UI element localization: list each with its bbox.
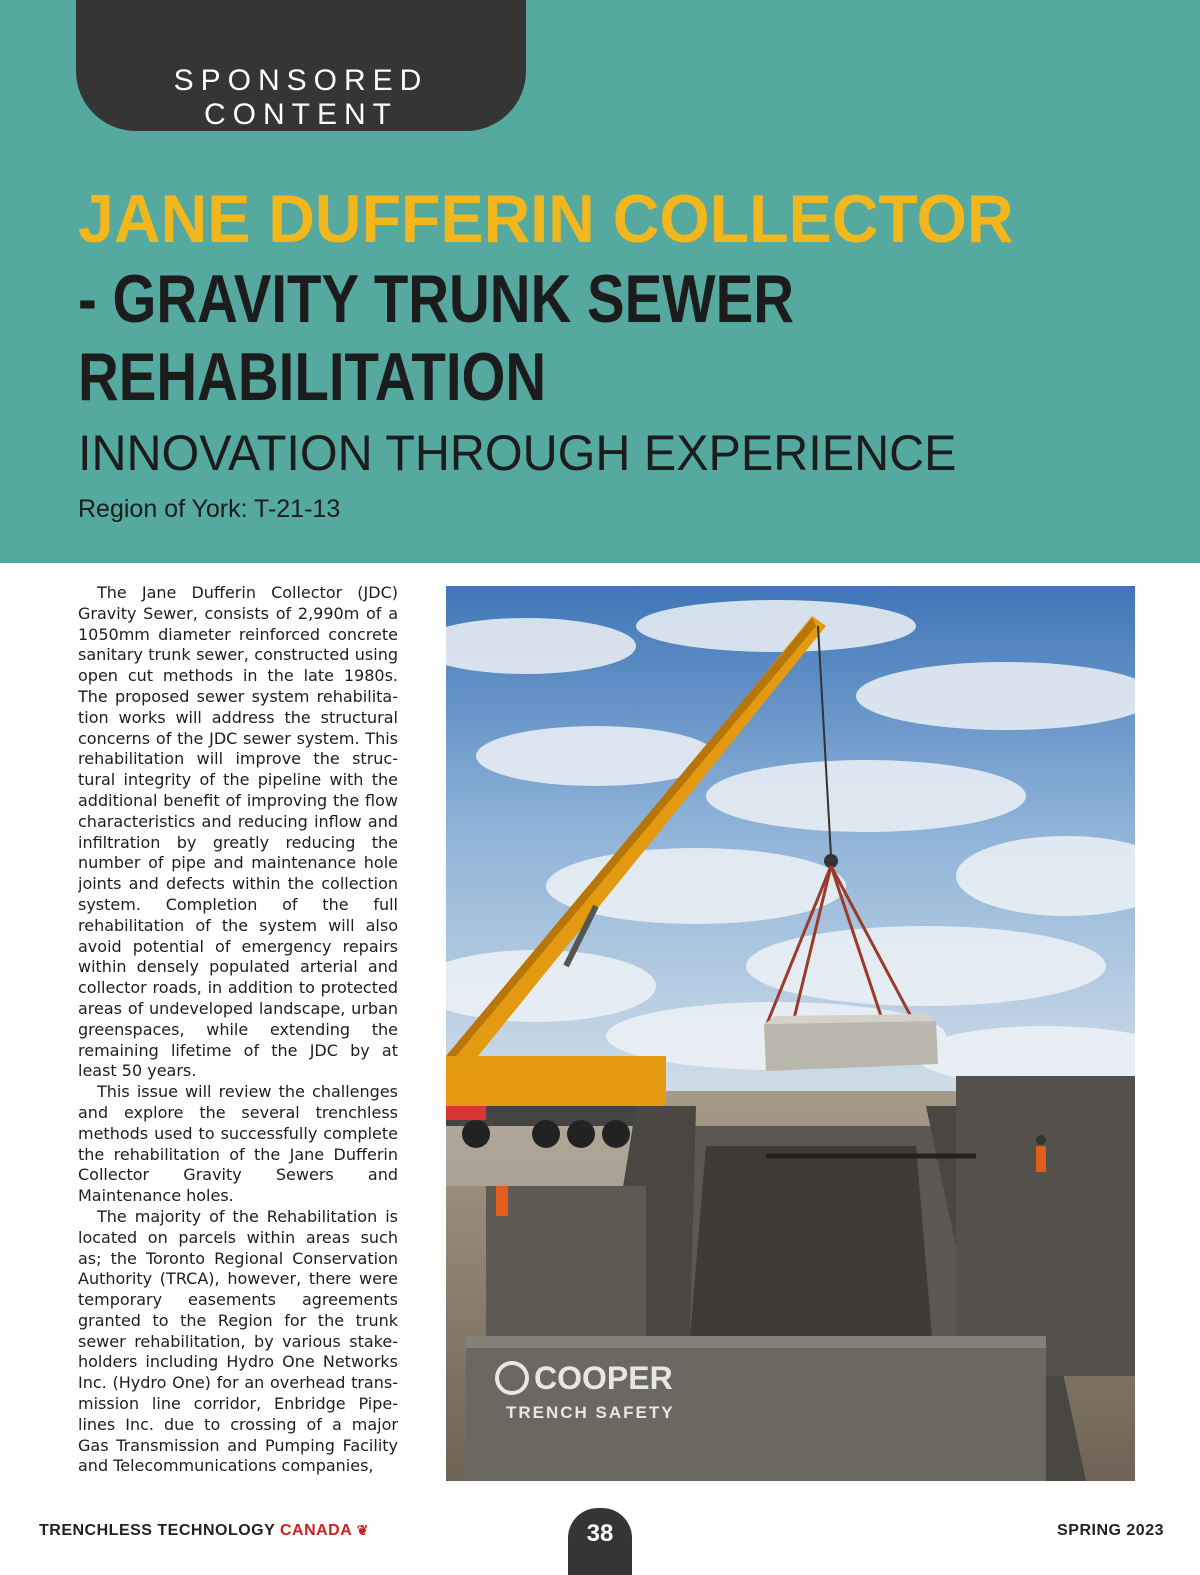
title-lines-2-3 (78, 260, 794, 416)
sponsored-tab (76, 0, 526, 131)
publication-accent: CANADA (279, 1522, 352, 1539)
article-paragraph: This issue will review the challenges and explore the several trenchless methods used to successfully complete the rehabilitation of the Jane Dufferin Collector Gravity Sewers and Maintenance holes. (78, 1082, 398, 1206)
cooper-sub-text: TRENCH SAFETY (506, 1403, 675, 1422)
title-line-1: JANE DUFFERIN COLLECTOR (78, 181, 1014, 257)
article-paragraph: The majority of the Rehabilitation is located on parcels within areas such as; the Toronto Regional Conservation Authority (TRCA), however, there were temporary easements agreements granted to the Region for the trunk sewer rehabilitation, by various stakeholders including Hydro One Networks Inc. (Hydro One) for an overhead transmission line corridor, Enbridge Pipelines Inc. due to crossing of a major Gas Transmission and Pumping Facility and Telecommunications companies, (78, 1206, 398, 1476)
footer-publication (39, 1522, 369, 1540)
article-body (78, 583, 398, 1478)
issue-label: SPRING 2023 (1057, 1522, 1164, 1539)
title-line-3: REHABILITATION (78, 339, 547, 415)
page-number-tab (568, 1508, 632, 1575)
article-paragraph: The Jane Dufferin Collector (JDC) Gravity Sewer, consists of 2,990m of a 1050mm diameter reinforced concrete sanitary trunk sewer, constructed using open cut methods in the late 1980s. The proposed sewer system rehabilitation works will address the structural concerns of the JDC sewer system. This rehabilitation will improve the structural integrity of the pipeline with the additional benefit of improving the flow characteristics and reducing inflow and infiltration by greatly reducing the number of pipe and maintenance hole joints and defects within the collection system. Completion of the full rehabilitation of the system will also avoid potential of emergency repairs within densely populated arterial and collector roads, in addition to protected areas of undeveloped landscape, urban greenspaces, while extending the remaining lifetime of the JDC by at least 50 years. (78, 583, 398, 1081)
publication-name: TRENCHLESS TECHNOLOGY (39, 1522, 275, 1539)
sponsored-label: SPONSORED CONTENT (173, 64, 429, 131)
subtitle: INNOVATION THROUGH EXPERIENCE (78, 425, 957, 481)
crane-trench-photo (446, 586, 1135, 1481)
title-line-2: - GRAVITY TRUNK SEWER (78, 261, 794, 337)
page-number: 38 (586, 1520, 614, 1547)
header-banner (0, 0, 1200, 563)
cooper-brand-text: COOPER (534, 1360, 673, 1396)
maple-leaf-icon: ❦ (356, 1522, 369, 1538)
region-label: Region of York: T-21-13 (78, 495, 341, 523)
